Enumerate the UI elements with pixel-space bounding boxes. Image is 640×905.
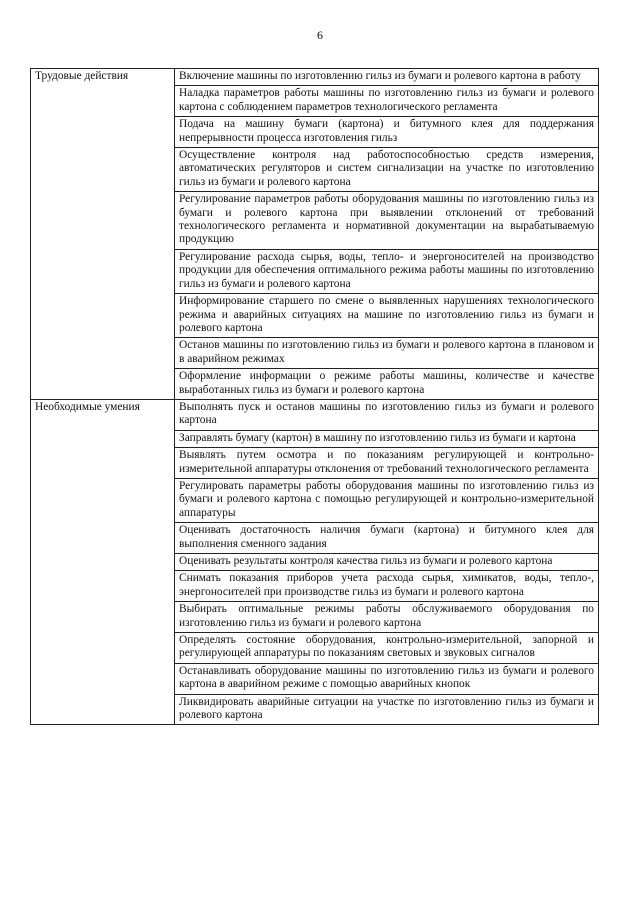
skill-item: Оценивать достаточность наличия бумаги (картона) и битумного клея для выполнения сменного задания — [175, 523, 599, 554]
labor-action-item: Останов машины по изготовлению гильз из бумаги и ролевого картона в плановом и в аварийном режимах — [175, 338, 599, 369]
functions-table — [30, 68, 599, 725]
labor-action-item: Наладка параметров работы машины по изготовлению гильз из бумаги и ролевого картона с соблюдением параметров технологического регламента — [175, 86, 599, 117]
skill-item: Выявлять путем осмотра и по показаниям регулирующей и контрольно-измерительной аппаратуры отклонения от требований технологического регламента — [175, 448, 599, 479]
section-label-labor-actions: Трудовые действия — [31, 69, 175, 400]
table-row — [31, 69, 599, 86]
labor-action-item: Включение машины по изготовлению гильз из бумаги и ролевого картона в работу — [175, 69, 599, 86]
labor-action-item: Регулирование параметров работы оборудования машины по изготовлению гильз из бумаги и ролевого картона при выявлении отклонений от требований технологического регламента и нормативной документации на вырабатываемую продукцию — [175, 192, 599, 250]
labor-action-item: Оформление информации о режиме работы машины, количестве и качестве выработанных гильз из бумаги и ролевого картона — [175, 369, 599, 400]
skill-item: Заправлять бумагу (картон) в машину по изготовлению гильз из бумаги и картона — [175, 430, 599, 447]
skill-item: Останавливать оборудование машины по изготовлению гильз из бумаги и ролевого картона в аварийном режиме с помощью аварийных кнопок — [175, 663, 599, 694]
section-label-required-skills: Необходимые умения — [31, 399, 175, 725]
page-number: 6 — [317, 28, 323, 42]
labor-action-item: Подача на машину бумаги (картона) и битумного клея для поддержания непрерывности процесса изготовления гильз — [175, 117, 599, 148]
labor-action-item: Осуществление контроля над работоспособностью средств измерения, автоматических регуляторов и систем сигнализации на участке по изготовлению гильз из бумаги и ролевого картона — [175, 148, 599, 192]
skill-item: Регулировать параметры работы оборудования машины по изготовлению гильз из бумаги и ролевого картона с помощью регулирующей и контрольно-измерительной аппаратуры — [175, 478, 599, 522]
skill-item: Оценивать результаты контроля качества гильз из бумаги и ролевого картона — [175, 554, 599, 571]
labor-action-item: Информирование старшего по смене о выявленных нарушениях технологического режима и аварийных ситуациях на машине по изготовлению гильз из бумаги и ролевого картона — [175, 294, 599, 338]
skill-item: Определять состояние оборудования, контрольно-измерительной, запорной и регулирующей аппаратуры по показаниям световых и звуковых сигналов — [175, 633, 599, 664]
labor-action-item: Регулирование расхода сырья, воды, тепло- и энергоносителей на производство продукции для обеспечения оптимального режима работы машины по изготовлению гильз из бумаги и ролевого картона — [175, 249, 599, 293]
skill-item: Снимать показания приборов учета расхода сырья, химикатов, воды, тепло-, энергоносителей при производстве гильз из бумаги и ролевого картона — [175, 571, 599, 602]
skill-item: Ликвидировать аварийные ситуации на участке по изготовлению гильз из бумаги и ролевого картона — [175, 694, 599, 725]
skill-item: Выполнять пуск и останов машины по изготовлению гильз из бумаги и ролевого картона — [175, 399, 599, 430]
skill-item: Выбирать оптимальные режимы работы обслуживаемого оборудования по изготовлению гильз из бумаги и ролевого картона — [175, 602, 599, 633]
table-row — [31, 399, 599, 430]
